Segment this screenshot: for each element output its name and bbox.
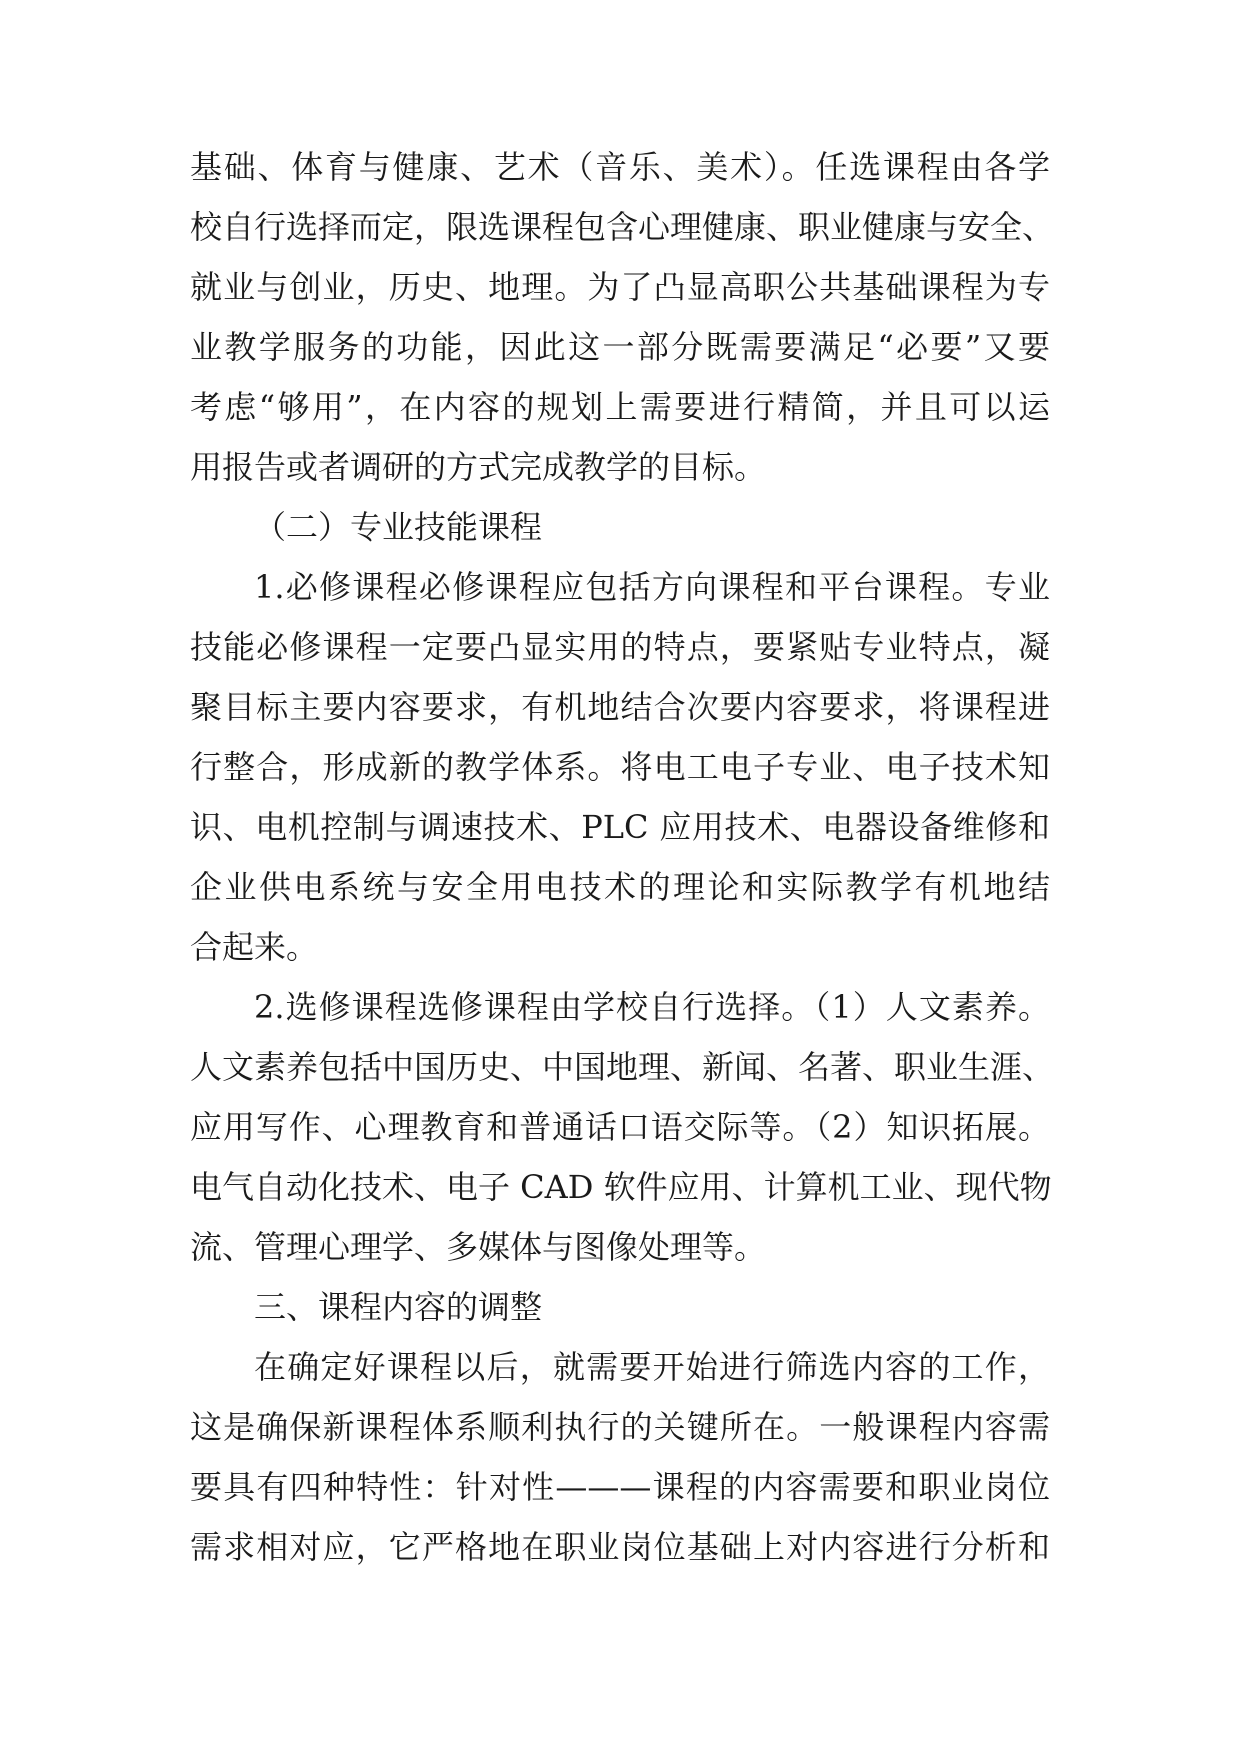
text-line: 需求相对应，它严格地在职业岗位基础上对内容进行分析和 [190,1528,1050,1566]
section-heading: 三、课程内容的调整 [254,1288,543,1326]
paragraph-first-line: 1.必修课程必修课程应包括方向课程和平台课程。专业 [254,568,1050,606]
paragraph-first-line: 2.选修课程选修课程由学校自行选择。（1）人文素养。 [254,988,1050,1026]
text-line: 合起来。 [190,928,319,966]
text-line: 识、电机控制与调速技术、PLC 应用技术、电器设备维修和 [190,808,1050,846]
text-line: 基础、体育与健康、艺术（音乐、美术）。任选课程由各学 [190,148,1050,186]
text-line: 考虑“够用”，在内容的规划上需要进行精简，并且可以运 [190,388,1050,426]
text-line: 用报告或者调研的方式完成教学的目标。 [190,448,767,486]
text-line: 要具有四种特性：针对性———课程的内容需要和职业岗位 [190,1468,1050,1506]
text-line: 行整合，形成新的教学体系。将电工电子专业、电子技术知 [190,748,1050,786]
paragraph-first-line: 在确定好课程以后，就需要开始进行筛选内容的工作， [254,1348,1050,1386]
text-line: 就业与创业，历史、地理。为了凸显高职公共基础课程为专 [190,268,1050,306]
text-line: 校自行选择而定，限选课程包含心理健康、职业健康与安全、 [190,208,1055,246]
text-line: 电气自动化技术、电子 CAD 软件应用、计算机工业、现代物 [190,1168,1052,1206]
text-line: 这是确保新课程体系顺利执行的关键所在。一般课程内容需 [190,1408,1050,1446]
text-line: 技能必修课程一定要凸显实用的特点，要紧贴专业特点，凝 [190,628,1050,666]
text-line: 业教学服务的功能，因此这一部分既需要满足“必要”又要 [190,328,1050,366]
text-line: 企业供电系统与安全用电技术的理论和实际教学有机地结 [190,868,1050,906]
text-line: 人文素养包括中国历史、中国地理、新闻、名著、职业生涯、 [190,1048,1055,1086]
text-line: 流、管理心理学、多媒体与图像处理等。 [190,1228,767,1266]
section-heading: （二）专业技能课程 [254,508,543,546]
text-line: 应用写作、心理教育和普通话口语交际等。（2）知识拓展。 [190,1108,1050,1146]
text-line: 聚目标主要内容要求，有机地结合次要内容要求，将课程进 [190,688,1050,726]
